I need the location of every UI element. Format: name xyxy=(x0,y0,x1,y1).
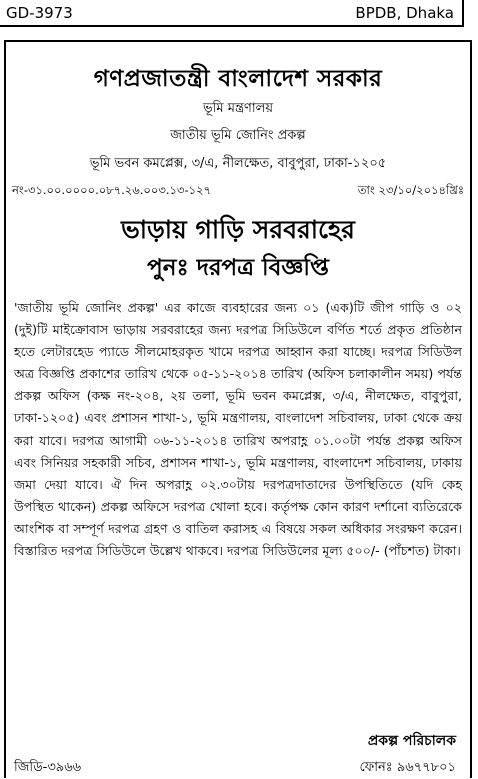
tender-notice xyxy=(4,40,472,778)
office-address: ভূমি ভবন কমপ্লেক্স, ৩/এ, নীলক্ষেত, বাবুপুরা, ঢাকা-১২০৫ xyxy=(89,156,387,171)
signatory-title: প্রকল্প পরিচালক xyxy=(367,733,456,749)
government-title: গণপ্রজাতন্ত্রী বাংলাদেশ সরকার xyxy=(93,66,383,92)
notice-subtitle: পুনঃ দরপত্র বিজ্ঞপ্তি xyxy=(147,255,329,281)
ad-code: জিডি-৩৯৬৬ xyxy=(14,760,82,775)
ministry-name: ভূমি মন্ত্রণালয় xyxy=(203,101,273,116)
notice-body: 'জাতীয় ভূমি জোনিং প্রকল্প' এর কাজে ব্যবহারের জন্য ০১ (এক)টি জীপ গাড়ি ও ০২ (দুই)টি মাইক্রোবাস ভাড়ায় সরবরাহের জন্য দরপত্র সিডিউলে বর্ণিত শর্তে প্রকৃত প্রতিষ্ঠান হতে লেটারহেড প্যাডে সীলমোহরকৃত খামে দরপত্র আহ্বান করা যাচ্ছে। দরপত্র সিডিউল অত্র বিজ্ঞপ্তি প্রকাশের তারিখ থেকে ০৫-১১-২০১৪ তারিখ (অফিস চলাকালীন সময়) পর্যন্ত প্রকল্প অফিস (কক্ষ নং-২০৪, ২য় তলা, ভূমি ভবন কমপ্লেক্স, ৩/এ, নীলক্ষেত, বাবুপুরা, ঢাকা-১২০৫) এবং প্রশাসন শাখা-১, ভূমি মন্ত্রণালয়, বাংলাদেশ সচিবালয়, ঢাকা থেকে ক্রয় করা যাবে। দরপত্র আগামী ০৬-১১-২০১৪ তারিখ অপরাহ্ণ ০১.০০টা পর্যন্ত প্রকল্প অফিস এবং সিনিয়র সহকারী সচিব, প্রশাসন শাখা-১, ভূমি মন্ত্রণালয়, বাংলাদেশ সচিবালয়, ঢাকায় জমা দেয়া যাবে। ঐ দিন অপরাহ্ণ ০২.৩০টায় দরপত্রদাতাদের উপস্থিতিতে (যদি কেহ উপস্থিত থাকেন) প্রকল্প অফিসে দরপত্র খোলা হবে। কর্তৃপক্ষ কোন কারণ দর্শানো ব্যতিরেকে আংশিক বা সম্পূর্ণ দরপত্র গ্রহণ ও বাতিল করাসহ এ বিষয়ে সকল অধিকার সংরক্ষণ করেন। বিস্তারিত দরপত্র সিডিউলে উল্লেখ থাকবে। দরপত্র সিডিউলের মূল্য ৫০০/- (পাঁচশত) টাকা। xyxy=(14,300,462,559)
phone-number: ফোনঃ ৯৬৭৭৮০১ xyxy=(359,760,456,775)
previous-ad-organization: BPDB, Dhaka xyxy=(355,4,454,22)
notice-title: ভাড়ায় গাড়ি সরবরাহের xyxy=(121,215,355,244)
previous-ad-code: GD-3973 xyxy=(6,4,73,22)
previous-ad-footer xyxy=(0,0,464,27)
notice-date: তাং ২৩/১০/২০১৪খ্রিঃ xyxy=(357,183,464,197)
project-name: জাতীয় ভূমি জোনিং প্রকল্প xyxy=(170,128,306,143)
memo-number: নং-৩১.০০.০০০০.০৮৭.২৬.০০৩.১৩-১২৭ xyxy=(12,183,212,197)
